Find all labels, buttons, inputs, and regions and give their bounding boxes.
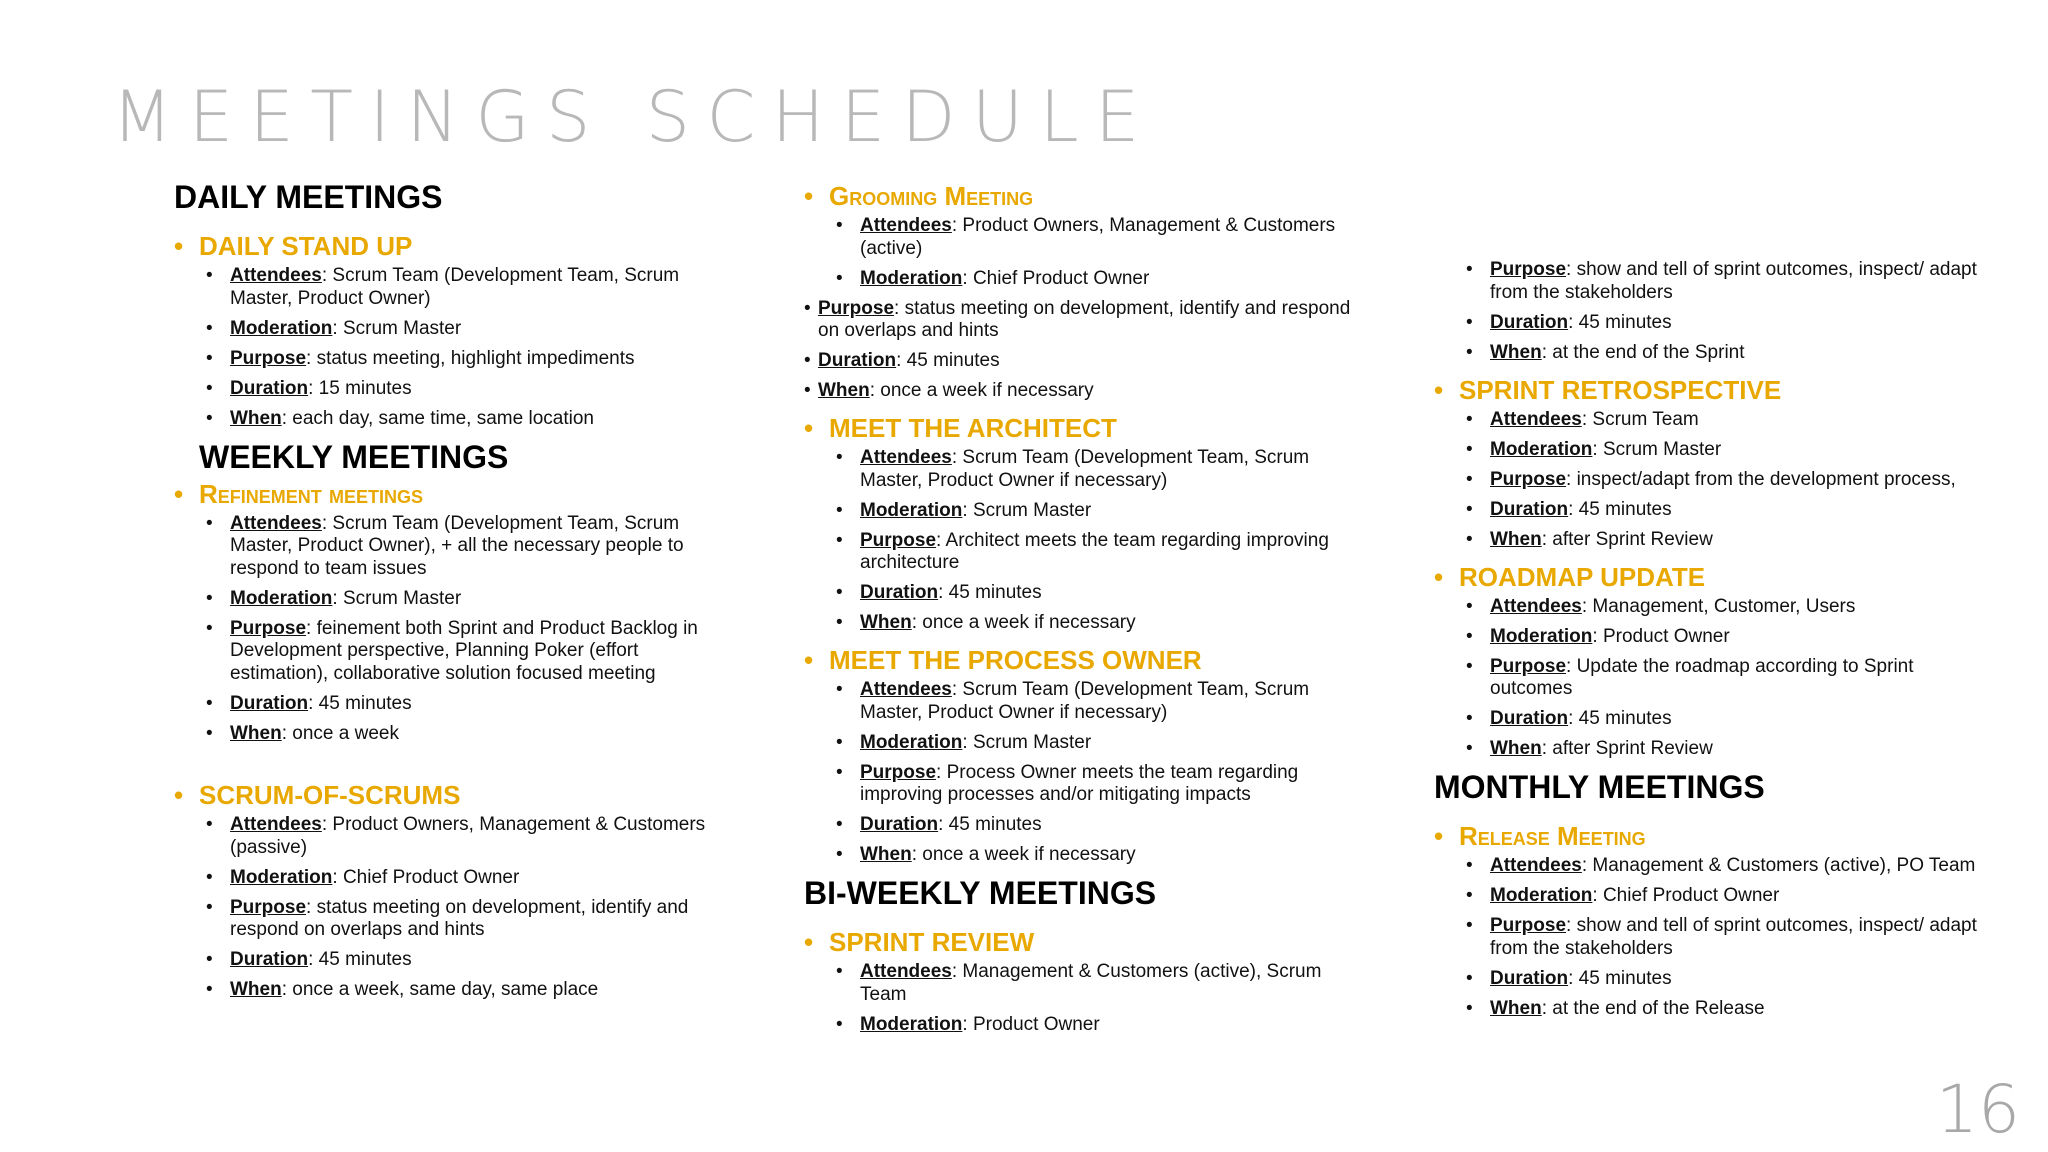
bullet-dot-icon: •	[1434, 374, 1444, 405]
bi-weekly-meetings-heading: BI-WEEKLY MEETINGS	[804, 875, 1157, 911]
moderation-label: Moderation	[860, 499, 963, 521]
list-item	[1434, 469, 1994, 492]
when-label: When	[230, 979, 282, 1000]
grooming-meeting-heading	[804, 178, 1364, 214]
meeting-title: SCRUM-OF-SCRUMS	[199, 780, 461, 810]
attendees-label: Attendees	[230, 512, 322, 534]
meeting-title: MEET THE ARCHITECT	[829, 413, 1117, 443]
purpose-value: : Process Owner meets the team regarding improving processes and/or mitigating impacts	[860, 761, 1299, 805]
when-label: When	[1490, 528, 1542, 550]
meeting-title: Refinement meetings	[199, 478, 424, 509]
column-right	[1434, 258, 1994, 1028]
moderation-label: Moderation	[860, 267, 963, 289]
when-label: When	[1490, 738, 1542, 759]
attendees-label: Attendees	[230, 265, 322, 286]
duration-value: : 15 minutes	[308, 377, 412, 399]
list-item	[174, 348, 734, 371]
attendees-label: Attendees	[1490, 408, 1582, 430]
column-left	[174, 178, 734, 1009]
release-meeting-heading	[1434, 818, 1994, 854]
daily-meetings-heading: DAILY MEETINGS	[174, 179, 443, 215]
list-item	[1434, 998, 1994, 1021]
list-item	[174, 979, 734, 1002]
bullet-dot-icon: •	[174, 478, 184, 509]
list-item	[1434, 312, 1994, 335]
when-value: : after Sprint Review	[1541, 738, 1713, 759]
list-item	[174, 265, 734, 310]
duration-value: : 45 minutes	[1568, 967, 1672, 989]
moderation-value: : Scrum Master	[1592, 438, 1722, 460]
sprint-review-heading	[804, 924, 1364, 960]
list-item	[1434, 738, 1994, 761]
list-item	[174, 897, 734, 942]
list-item	[804, 961, 1364, 1006]
bullet-dot-icon: •	[804, 645, 814, 675]
refinement-details	[174, 513, 734, 746]
attendees-value: : Product Owners, Management & Customers (passive)	[230, 814, 706, 858]
list-item	[1434, 626, 1994, 649]
meet-the-architect-heading	[804, 410, 1364, 446]
attendees-value: : Management & Customers (active), PO Team	[1581, 855, 1976, 876]
when-value: : once a week	[281, 722, 399, 744]
moderation-value: : Scrum Master	[962, 731, 1092, 753]
moderation-value: : Product Owner	[962, 1013, 1100, 1035]
duration-label: Duration	[860, 582, 939, 603]
attendees-value: : Scrum Team	[1581, 408, 1699, 430]
list-item	[804, 447, 1364, 492]
duration-label: Duration	[860, 814, 939, 835]
sprint-retrospective-heading	[1434, 372, 1994, 408]
list-item	[804, 612, 1364, 635]
duration-value: : 45 minutes	[1568, 498, 1672, 520]
duration-label: Duration	[230, 949, 309, 970]
list-item	[804, 732, 1364, 755]
when-value: : once a week, same day, same place	[281, 979, 599, 1000]
attendees-value: : Scrum Team (Development Team, Scrum Master, Product Owner), + all the necessary people to respond to team issues	[230, 512, 684, 579]
refinement-heading	[174, 476, 734, 512]
purpose-label: Purpose	[230, 347, 307, 369]
moderation-label: Moderation	[230, 587, 333, 609]
when-label: When	[860, 612, 912, 633]
list-item	[804, 679, 1364, 724]
bullet-dot-icon: •	[174, 780, 184, 810]
attendees-label: Attendees	[1490, 855, 1582, 876]
column-middle	[804, 178, 1364, 1044]
purpose-value: : feinement both Sprint and Product Backlog in Development perspective, Planning Poker (effort estimation), collaborative solution focused meeting	[230, 617, 698, 684]
retrospective-details	[1434, 409, 1994, 552]
list-item	[1434, 596, 1994, 619]
purpose-value: : status meeting, highlight impediments	[306, 347, 635, 369]
list-item	[804, 844, 1364, 867]
purpose-label: Purpose	[230, 896, 307, 918]
moderation-label: Moderation	[230, 317, 333, 339]
list-item	[174, 408, 734, 431]
list-item	[804, 350, 1364, 373]
duration-label: Duration	[1490, 311, 1569, 333]
purpose-label: Purpose	[1490, 915, 1567, 936]
meeting-title: Release Meeting	[1459, 821, 1646, 851]
when-value: : once a week if necessary	[911, 844, 1136, 865]
list-item	[804, 582, 1364, 605]
when-value: : after Sprint Review	[1541, 528, 1713, 550]
list-item	[1434, 656, 1994, 701]
duration-value: : 45 minutes	[1568, 708, 1672, 729]
purpose-value: : show and tell of sprint outcomes, inspect/ adapt from the stakeholders	[1490, 915, 1977, 959]
moderation-value: : Chief Product Owner	[1592, 885, 1780, 906]
process-owner-details	[804, 679, 1364, 867]
meeting-title: ROADMAP UPDATE	[1459, 561, 1706, 592]
list-item	[174, 867, 734, 890]
list-item	[1434, 409, 1994, 432]
roadmap-update-heading	[1434, 559, 1994, 595]
duration-value: : 45 minutes	[938, 582, 1042, 603]
release-details	[1434, 855, 1994, 1020]
moderation-value: : Chief Product Owner	[962, 267, 1150, 289]
list-item	[804, 268, 1364, 291]
duration-value: : 45 minutes	[1568, 311, 1672, 333]
duration-label: Duration	[1490, 967, 1569, 989]
duration-label: Duration	[818, 350, 897, 371]
list-item	[174, 618, 734, 686]
list-item	[1434, 529, 1994, 552]
list-item	[1434, 499, 1994, 522]
bullet-dot-icon: •	[1434, 821, 1444, 851]
moderation-label: Moderation	[860, 1013, 963, 1035]
weekly-meetings-heading: WEEKLY MEETINGS	[199, 438, 509, 475]
moderation-value: : Product Owner	[1592, 625, 1730, 647]
bullet-dot-icon: •	[804, 413, 814, 443]
duration-label: Duration	[230, 377, 309, 399]
moderation-value: : Chief Product Owner	[332, 866, 520, 888]
scrum-of-scrums-details	[174, 814, 734, 1002]
purpose-label: Purpose	[1490, 655, 1567, 677]
list-item	[804, 380, 1364, 403]
moderation-value: : Scrum Master	[332, 317, 462, 339]
attendees-label: Attendees	[860, 679, 952, 700]
purpose-value: : status meeting on development, identify and respond on overlaps and hints	[230, 896, 689, 940]
list-item	[804, 1014, 1364, 1037]
list-item	[174, 318, 734, 341]
sprint-review-details	[804, 961, 1364, 1036]
list-item	[804, 298, 1364, 343]
list-item	[804, 762, 1364, 807]
bullet-dot-icon: •	[174, 231, 184, 261]
moderation-value: : Scrum Master	[332, 587, 462, 609]
attendees-label: Attendees	[860, 215, 952, 236]
meeting-title: SPRINT RETROSPECTIVE	[1459, 374, 1782, 405]
slide-title: MEETINGS SCHEDULE	[112, 76, 1156, 158]
bullet-dot-icon: •	[1434, 561, 1444, 592]
attendees-value: : Scrum Team (Development Team, Scrum Master, Product Owner if necessary)	[860, 679, 1310, 723]
purpose-label: Purpose	[230, 617, 307, 639]
duration-label: Duration	[230, 692, 309, 714]
when-value: : each day, same time, same location	[281, 407, 594, 429]
when-label: When	[230, 407, 282, 429]
list-item	[1434, 915, 1994, 960]
list-item	[1434, 855, 1994, 878]
list-item	[1434, 885, 1994, 908]
when-label: When	[860, 844, 912, 865]
attendees-label: Attendees	[1490, 595, 1582, 617]
when-label: When	[1490, 997, 1542, 1019]
attendees-value: : Management & Customers (active), Scrum Team	[860, 961, 1322, 1005]
meeting-title: Grooming Meeting	[829, 181, 1034, 211]
attendees-value: : Product Owners, Management & Customers (active)	[860, 215, 1336, 259]
daily-standup-details	[174, 265, 734, 430]
attendees-label: Attendees	[860, 447, 952, 468]
attendees-value: : Management, Customer, Users	[1581, 595, 1856, 617]
sprint-review-details-continued	[1434, 259, 1994, 364]
moderation-label: Moderation	[1490, 438, 1593, 460]
monthly-meetings-heading: MONTHLY MEETINGS	[1434, 769, 1765, 805]
duration-value: : 45 minutes	[308, 949, 412, 970]
list-item	[174, 513, 734, 581]
roadmap-details	[1434, 596, 1994, 761]
when-label: When	[1490, 341, 1542, 363]
list-item	[804, 500, 1364, 523]
list-item	[1434, 342, 1994, 365]
attendees-value: : Scrum Team (Development Team, Scrum Master, Product Owner if necessary)	[860, 447, 1310, 491]
list-item	[804, 814, 1364, 837]
purpose-value: : Update the roadmap according to Sprint outcomes	[1490, 655, 1914, 699]
attendees-value: : Scrum Team (Development Team, Scrum Master, Product Owner)	[230, 265, 680, 309]
list-item	[174, 378, 734, 401]
attendees-label: Attendees	[230, 814, 322, 835]
architect-details	[804, 447, 1364, 635]
when-label: When	[818, 380, 870, 401]
list-item	[174, 693, 734, 716]
when-label: When	[230, 722, 282, 744]
list-item	[174, 814, 734, 859]
bullet-dot-icon: •	[804, 181, 814, 211]
meeting-title: SPRINT REVIEW	[829, 927, 1035, 957]
purpose-value: : inspect/adapt from the development process,	[1566, 468, 1956, 490]
purpose-label: Purpose	[860, 761, 937, 783]
moderation-value: : Scrum Master	[962, 499, 1092, 521]
daily-standup-heading	[174, 228, 734, 264]
when-value: : once a week if necessary	[869, 380, 1094, 401]
when-value: : at the end of the Sprint	[1541, 341, 1745, 363]
purpose-label: Purpose	[1490, 468, 1567, 490]
when-value: : at the end of the Release	[1541, 997, 1765, 1019]
grooming-details	[804, 215, 1364, 290]
meeting-title: DAILY STAND UP	[199, 231, 413, 261]
list-item	[1434, 708, 1994, 731]
attendees-label: Attendees	[860, 961, 952, 982]
meet-the-process-owner-heading	[804, 642, 1364, 678]
duration-label: Duration	[1490, 708, 1569, 729]
list-item	[804, 530, 1364, 575]
purpose-value: : show and tell of sprint outcomes, inspect/ adapt from the stakeholders	[1490, 259, 1977, 303]
purpose-label: Purpose	[1490, 259, 1567, 280]
list-item	[1434, 259, 1994, 304]
duration-label: Duration	[1490, 498, 1569, 520]
page-number: 16	[1936, 1071, 2020, 1148]
purpose-label: Purpose	[860, 529, 937, 551]
purpose-value: : status meeting on development, identify and respond on overlaps and hints	[818, 297, 1351, 341]
when-value: : once a week if necessary	[911, 612, 1136, 633]
scrum-of-scrums-heading	[174, 777, 734, 813]
moderation-label: Moderation	[1490, 885, 1593, 906]
meeting-title: MEET THE PROCESS OWNER	[829, 645, 1202, 675]
duration-value: : 45 minutes	[938, 814, 1042, 835]
duration-value: : 45 minutes	[896, 350, 1000, 371]
list-item	[174, 588, 734, 611]
moderation-label: Moderation	[860, 731, 963, 753]
purpose-value: : Architect meets the team regarding improving architecture	[860, 529, 1329, 573]
list-item	[174, 723, 734, 746]
moderation-label: Moderation	[1490, 625, 1593, 647]
grooming-details-continued	[804, 298, 1364, 403]
list-item	[804, 215, 1364, 260]
purpose-label: Purpose	[818, 297, 895, 319]
list-item	[174, 949, 734, 972]
list-item	[1434, 439, 1994, 462]
duration-value: : 45 minutes	[308, 692, 412, 714]
moderation-label: Moderation	[230, 866, 333, 888]
bullet-dot-icon: •	[804, 927, 814, 957]
list-item	[1434, 968, 1994, 991]
